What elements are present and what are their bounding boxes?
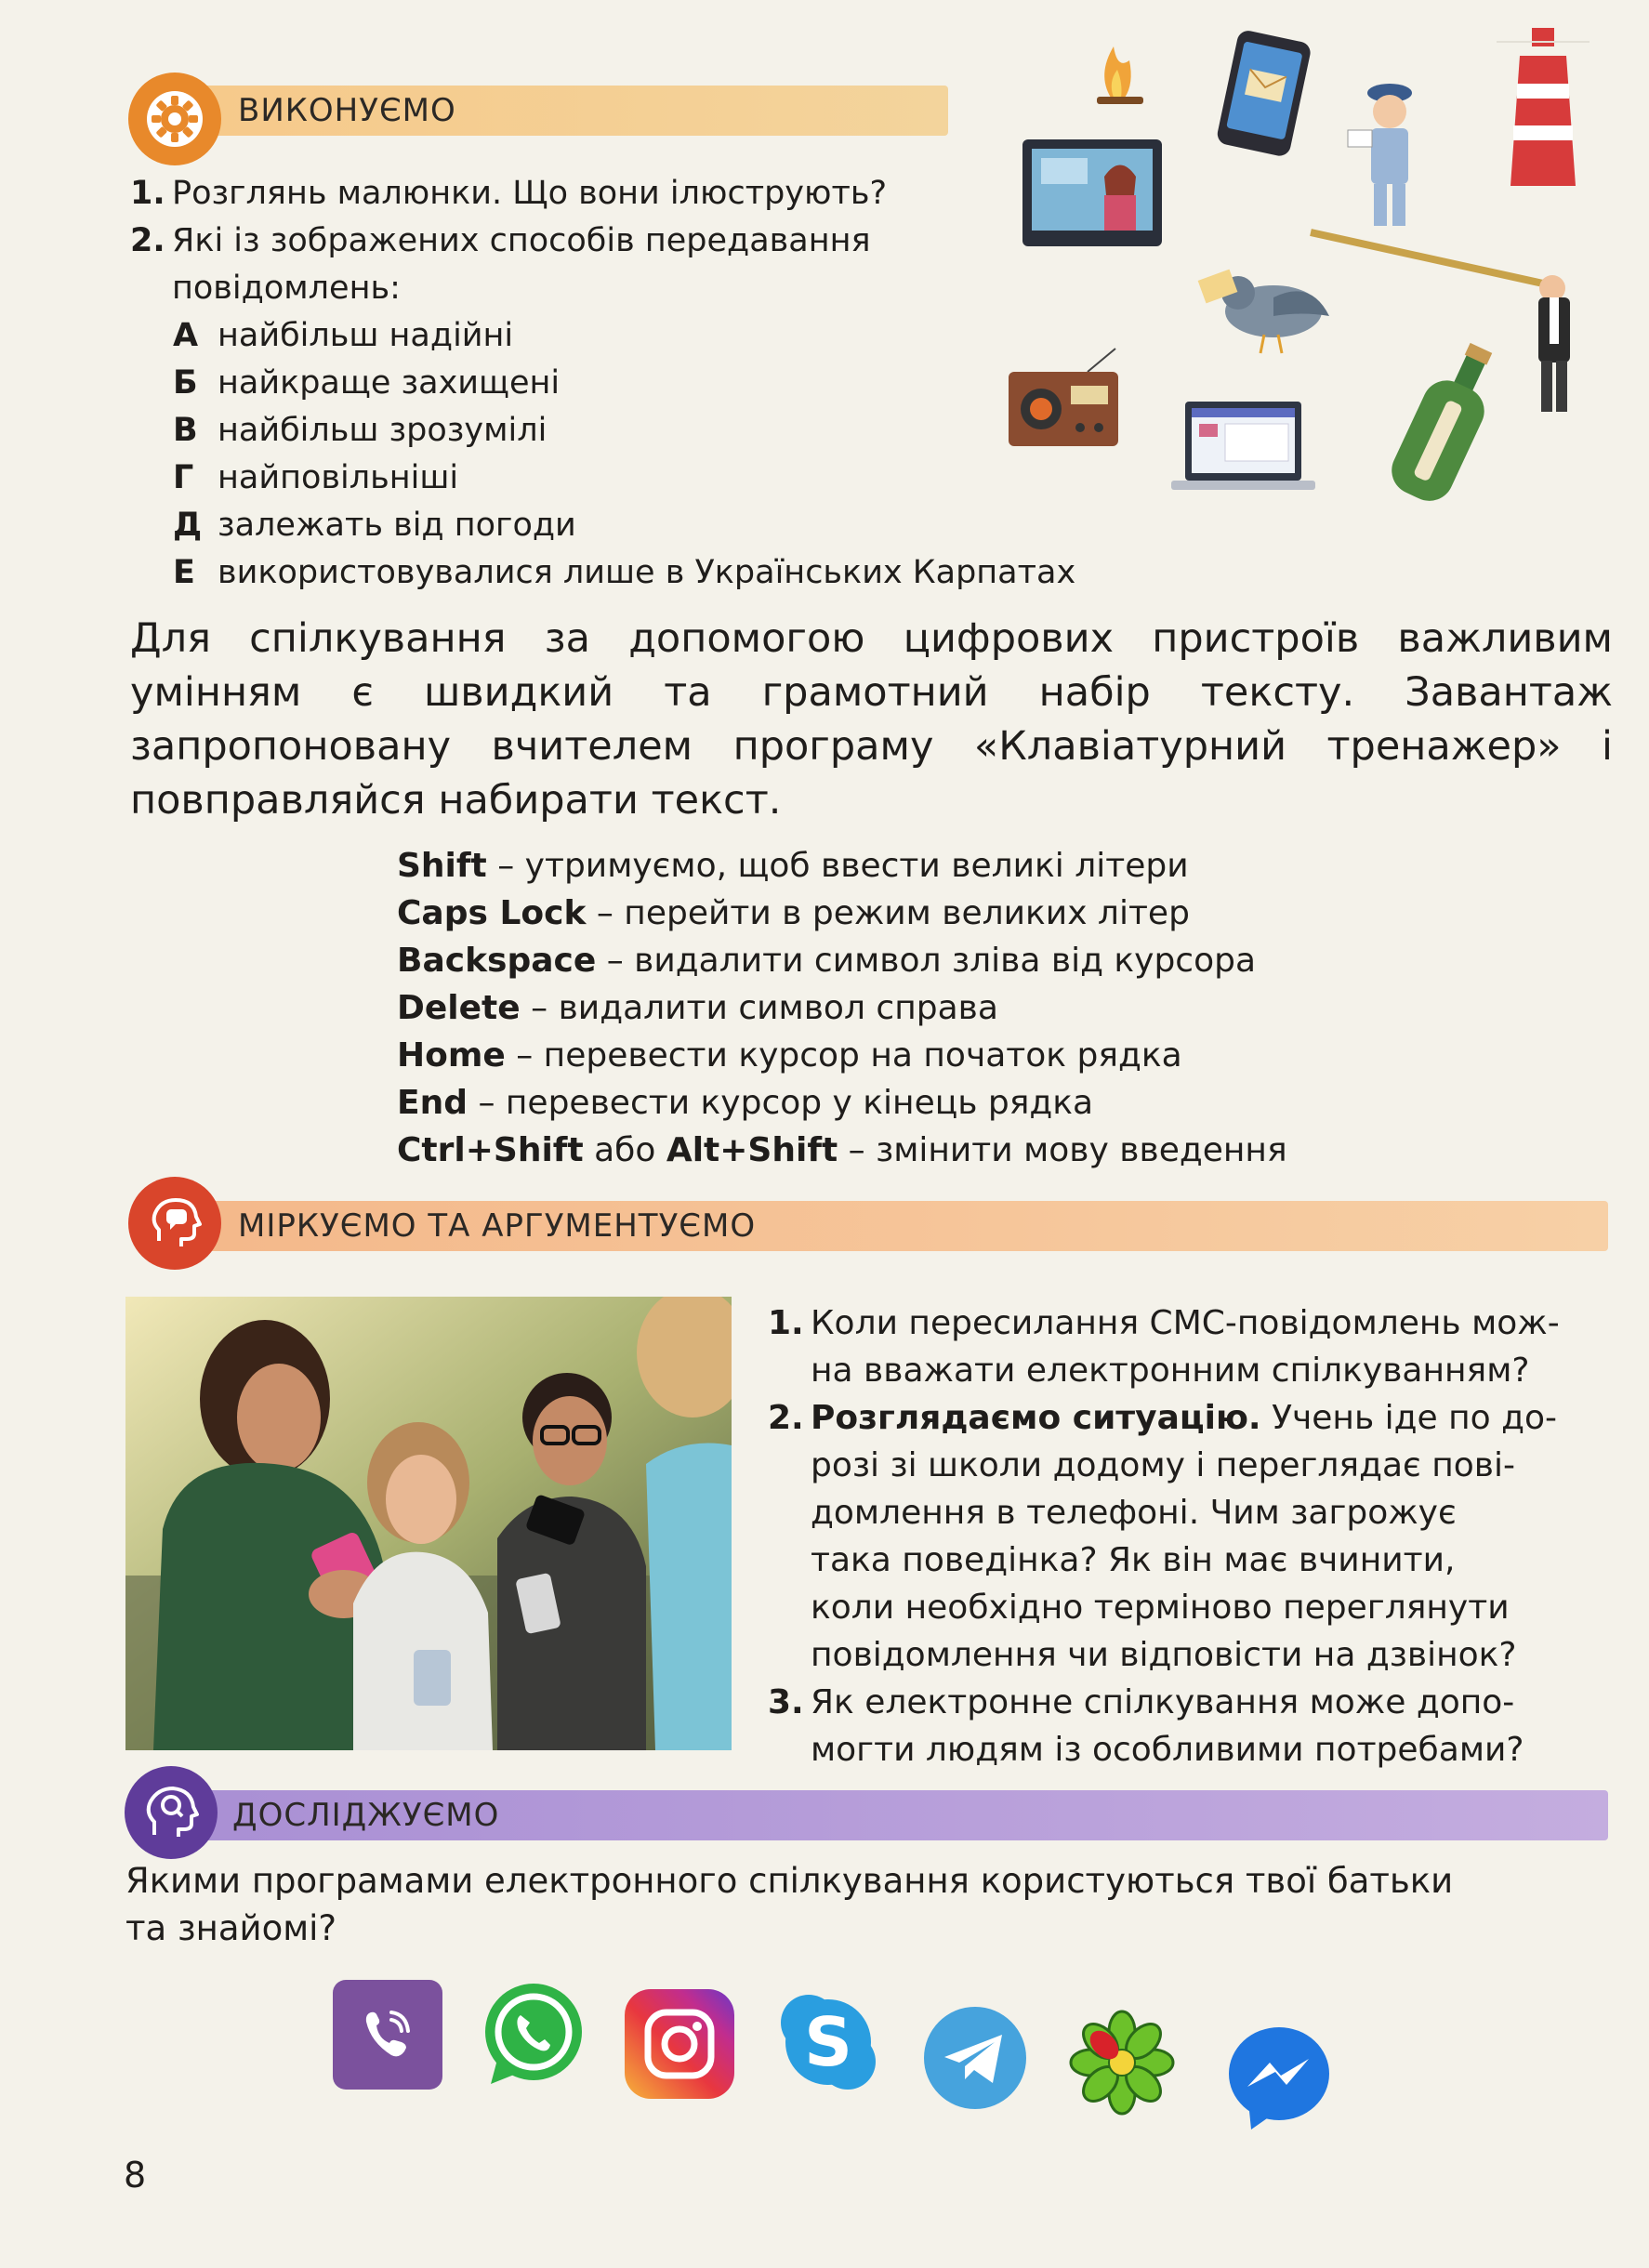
key-change-language: Ctrl+Shift або Alt+Shift – змінити мову введення xyxy=(397,1131,1287,1169)
communication-illustrations xyxy=(995,19,1627,521)
reason-question-2: 2. Розглядаємо ситуацію. Учень іде по до- розі зі школи додому і переглядає пові- домлення в телефоні. Чим загрожує така поведінка? Як він має вчинити, коли необхідно терміново переглянути повідомлення чи відповісти на дзвінок? xyxy=(768,1399,1558,1674)
telegram-icon xyxy=(920,2003,1030,2113)
postman-icon xyxy=(1348,84,1412,226)
reason-question-1: 1. Коли пересилання СМС-повідомлень мож- на вважати електронним спілкуванням? xyxy=(768,1304,1560,1390)
pigeon-icon xyxy=(1198,270,1329,353)
radio-icon xyxy=(1009,349,1118,446)
campfire-icon xyxy=(1097,46,1143,104)
key-backspace: Backspace – видалити символ зліва від курсора xyxy=(397,942,1257,980)
section-title-execute: ВИКОНУЄМО xyxy=(238,92,456,129)
laptop-icon xyxy=(1171,402,1315,490)
messenger-icon xyxy=(1223,2022,1333,2131)
section-title-reason: МІРКУЄМО ТА АРГУМЕНТУЄМО xyxy=(238,1207,757,1245)
phone-envelope-icon xyxy=(1216,29,1313,158)
research-question: Якими програмами електронного спілкування користуються твої батьки та знайомі? xyxy=(125,1861,1454,1948)
kids-with-phones-photo xyxy=(125,1297,732,1750)
section-header-bar-reason xyxy=(177,1201,1608,1251)
key-home: Home – перевести курсор на початок рядка xyxy=(397,1036,1182,1075)
lighthouse-icon xyxy=(1497,28,1590,186)
question-2: 2. Які із зображених способів передавання повідомлень: xyxy=(130,222,871,307)
gear-icon xyxy=(128,73,221,165)
option-e: Е використовувалися лише в Українських Карпатах xyxy=(173,554,1076,591)
section-header-bar-research xyxy=(177,1790,1608,1840)
instagram-icon xyxy=(625,1989,734,2099)
key-caps-lock: Caps Lock – перейти в режим великих літер xyxy=(397,894,1190,932)
viber-icon xyxy=(333,1980,442,2090)
skype-icon xyxy=(773,1987,883,2097)
question-1: 1. Розглянь малюнки. Що вони ілюструють? xyxy=(130,175,888,212)
intro-paragraph: Для спілкування за допомогою цифрових пристроїв важливим умінням є швидкий та грамотний набір тексту. Завантаж запропоновану вчителем програму «Клавіатурний тренажер» і повправляйся набирати текст. xyxy=(130,615,1613,824)
option-b: Б найкраще захищені xyxy=(173,364,561,402)
section-title-research: ДОСЛІДЖУЄМО xyxy=(232,1797,500,1834)
option-v: В найбільш зрозумілі xyxy=(173,412,547,449)
icq-icon xyxy=(1067,2008,1177,2117)
research-head-icon xyxy=(125,1766,218,1859)
reason-question-3: 3. Як електронне спілкування може допо- могти людям із особливими потребами? xyxy=(768,1683,1524,1769)
option-d: Д залежать від погоди xyxy=(173,507,576,544)
whatsapp-icon xyxy=(478,1980,587,2090)
option-g: Г найповільніші xyxy=(173,459,459,496)
tv-icon xyxy=(1022,139,1162,246)
option-a: А найбільш надійні xyxy=(173,317,514,354)
key-shift: Shift – утримуємо, щоб ввести великі літери xyxy=(397,847,1189,885)
key-end: End – перевести курсор у кінець рядка xyxy=(397,1084,1094,1122)
message-bottle-icon xyxy=(1384,335,1510,508)
key-delete: Delete – видалити символ справа xyxy=(397,989,998,1027)
page-number: 8 xyxy=(124,2155,147,2195)
svg-text:S: S xyxy=(804,2003,852,2081)
section-header-bar-execute xyxy=(177,86,948,136)
thinking-head-icon xyxy=(128,1177,221,1270)
